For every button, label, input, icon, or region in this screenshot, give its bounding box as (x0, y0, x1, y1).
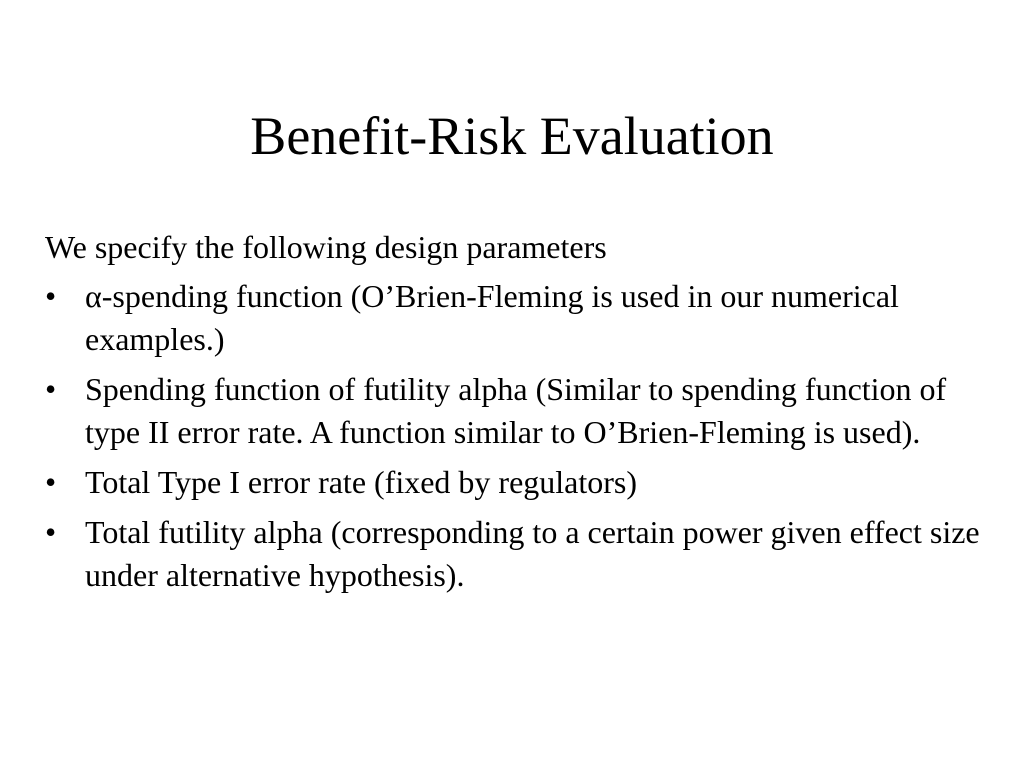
bullet-item-futility-alpha (45, 511, 985, 597)
bullet-item-futility-spending (45, 368, 985, 454)
bullet-item-type-i-error (45, 461, 985, 504)
bullet-text: Spending function of futility alpha (Similar to spending function of type II error rate. A function similar to O’Brien-Fleming is used). (85, 371, 947, 450)
bullet-item-alpha-spending (45, 275, 985, 361)
bullet-icon: • (45, 464, 57, 500)
bullet-icon: • (45, 278, 57, 314)
bullet-list (45, 275, 985, 597)
bullet-text: Total futility alpha (corresponding to a certain power given effect size under alternative hypothesis). (85, 514, 980, 593)
intro-text: We specify the following design parameters (45, 229, 607, 265)
slide-body (45, 226, 985, 604)
slide-title: Benefit-Risk Evaluation (250, 106, 774, 166)
bullet-text: α-spending function (O’Brien-Fleming is used in our numerical examples.) (85, 278, 899, 357)
bullet-text: Total Type I error rate (fixed by regulators) (85, 464, 638, 500)
bullet-icon: • (45, 514, 57, 550)
bullet-icon: • (45, 371, 57, 407)
